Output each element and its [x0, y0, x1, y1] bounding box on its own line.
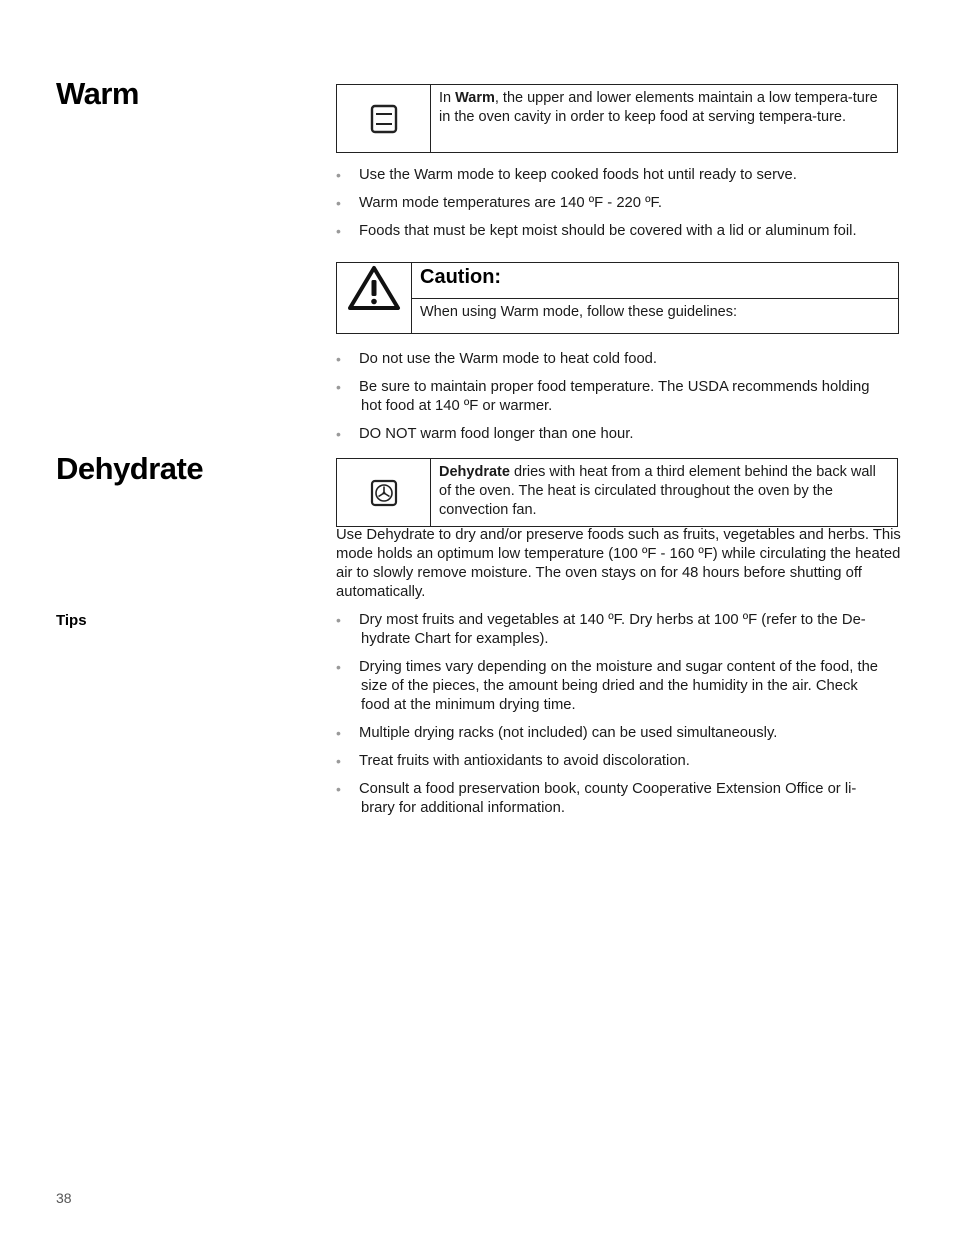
bullet-dot-icon: • — [336, 379, 341, 395]
caution-title: Caution: — [412, 263, 898, 299]
warning-triangle-icon — [347, 264, 401, 312]
bullet-dot-icon: • — [336, 659, 341, 675]
list-item: • Multiple drying racks (not included) can be used simultaneously. — [336, 725, 778, 741]
bullet-dot-icon: • — [336, 753, 341, 769]
list-item: • Foods that must be kept moist should be covered with a lid or aluminum foil. — [336, 223, 857, 239]
page-number: 38 — [56, 1190, 72, 1206]
list-item: • Drying times vary depending on the moisture and sugar content of the food, the size of the pieces, the amount being dried and the humidity in the air. Check food at the minimum drying time. — [336, 659, 879, 713]
warm-bullet-list — [336, 166, 901, 241]
heading-warm: Warm — [56, 76, 139, 111]
list-item: • Do not use the Warm mode to heat cold food. — [336, 351, 658, 367]
list-item: • Use the Warm mode to keep cooked foods hot until ready to serve. — [336, 167, 797, 183]
list-item: • Consult a food preservation book, county Cooperative Extension Office or li- brary for additional information. — [336, 781, 857, 816]
caution-bullet-list — [336, 350, 901, 444]
bullet-dot-icon: • — [336, 223, 341, 239]
dehydrate-fan-icon — [370, 479, 398, 507]
caution-message: When using Warm mode, follow these guidelines: — [420, 304, 738, 320]
caution-icon-cell — [337, 263, 412, 333]
list-item: • Dry most fruits and vegetables at 140 ºF. Dry herbs at 100 ºF (refer to the De- hydrate Chart for examples). — [336, 612, 866, 647]
tips-bullet-list — [336, 611, 901, 818]
dehydrate-box-text: Dehydrate dries with heat from a third element behind the back wall of the oven. The heat is circulated throughout the oven by the convection fan. — [439, 464, 876, 518]
dehydrate-info-box — [336, 458, 898, 527]
heading-dehydrate: Dehydrate — [56, 451, 204, 486]
bullet-dot-icon: • — [336, 612, 341, 628]
bullet-dot-icon: • — [336, 195, 341, 211]
bullet-dot-icon: • — [336, 781, 341, 797]
warm-info-box — [336, 84, 898, 153]
bullet-dot-icon: • — [336, 351, 341, 367]
list-item: • DO NOT warm food longer than one hour. — [336, 426, 634, 442]
list-item: • Treat fruits with antioxidants to avoid discoloration. — [336, 753, 690, 769]
list-item: • Be sure to maintain proper food temperature. The USDA recommends holding hot food at 140 ºF or warmer. — [336, 379, 870, 414]
warm-mode-icon — [369, 104, 399, 134]
dehydrate-paragraph: Use Dehydrate to dry and/or preserve foods such as fruits, vegetables and herbs. This mode holds an optimum low temperature (100 ºF - 160 ºF) while circulating the heated air to slowly remove moisture. The oven stays on for 48 hours before shutting off automatically. — [336, 527, 901, 600]
warm-icon-cell — [337, 85, 431, 152]
bullet-dot-icon: • — [336, 167, 341, 183]
bullet-dot-icon: • — [336, 426, 341, 442]
caution-box — [336, 262, 899, 334]
list-item: • Warm mode temperatures are 140 ºF - 220 ºF. — [336, 195, 663, 211]
bullet-dot-icon: • — [336, 725, 341, 741]
dehydrate-icon-cell — [337, 459, 431, 526]
warm-box-text: In Warm, the upper and lower elements maintain a low tempera-ture in the oven cavity in order to keep food at serving tempera-ture. — [439, 90, 878, 125]
heading-tips: Tips — [56, 612, 87, 629]
